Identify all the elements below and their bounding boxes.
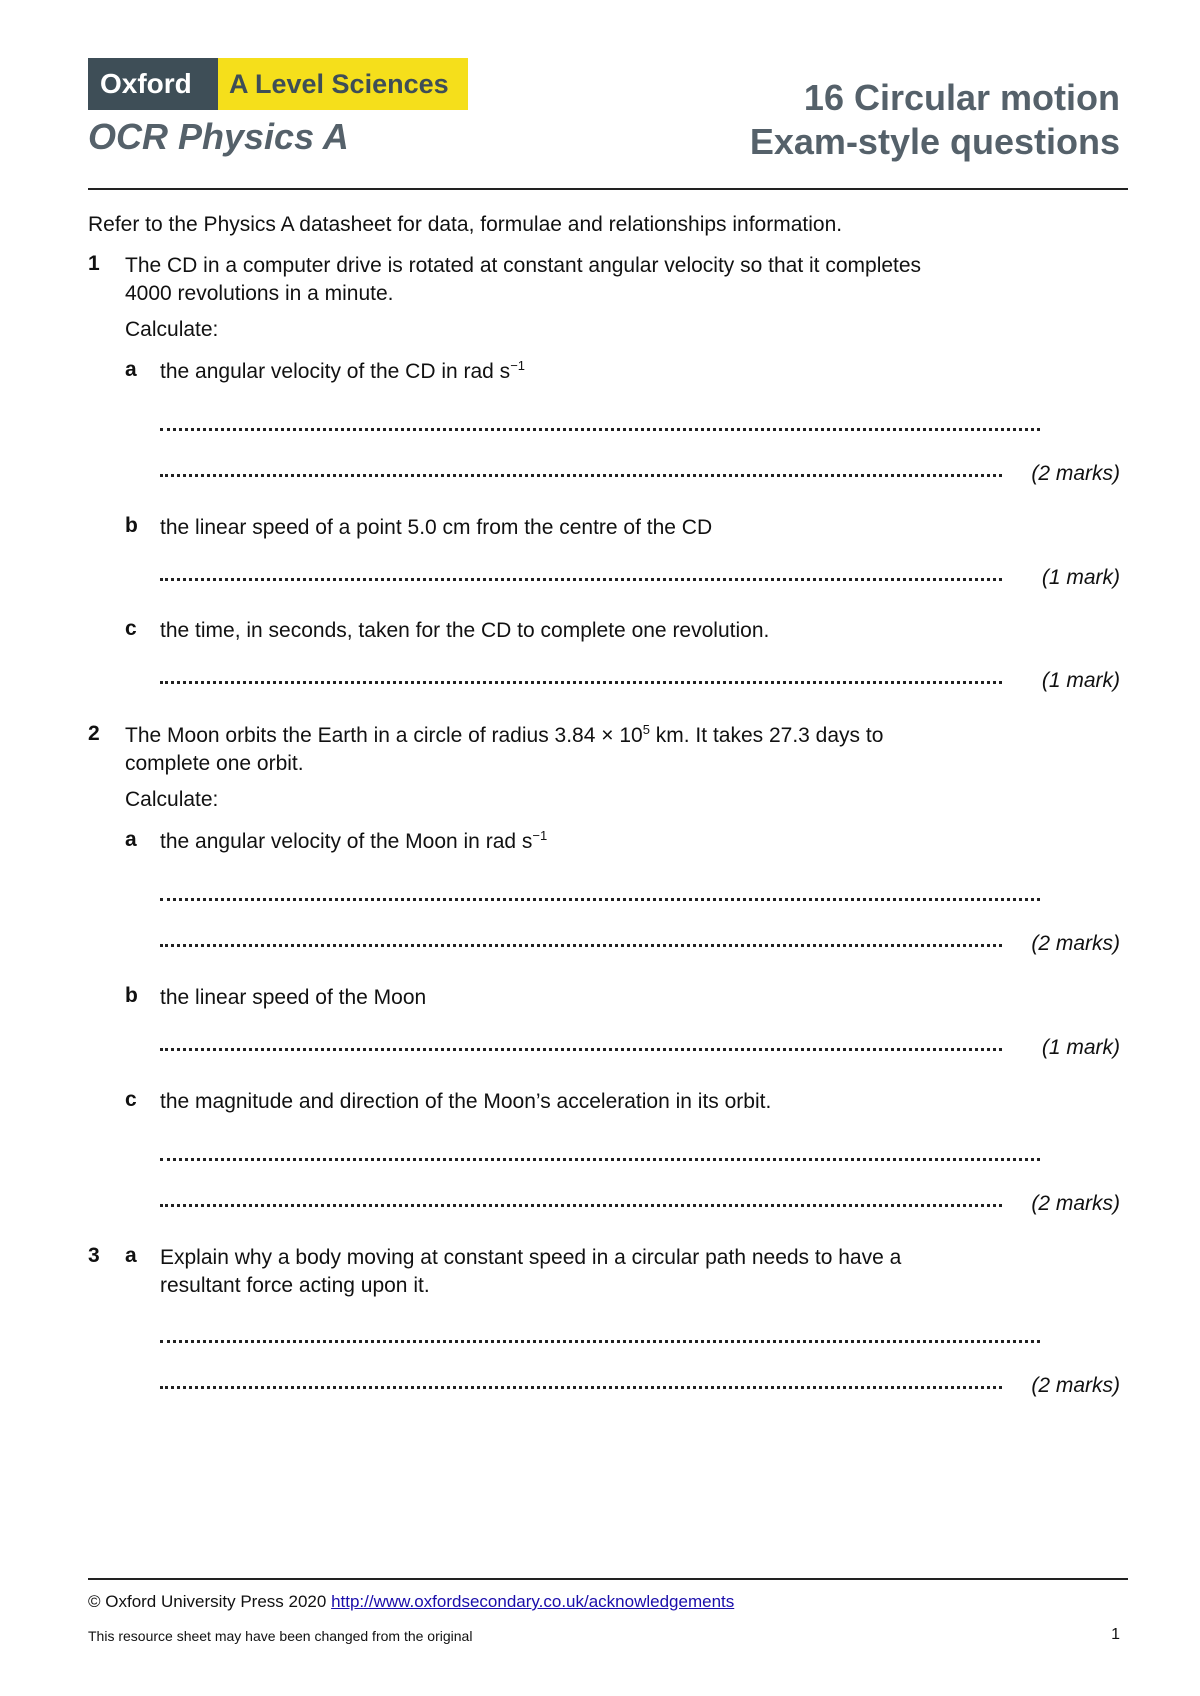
q1a-label: a (125, 358, 137, 381)
q1b-text: the linear speed of a point 5.0 cm from the centre of the CD (160, 516, 713, 539)
q1b-answer-line[interactable] (160, 578, 1002, 581)
q1b-label: b (125, 514, 138, 537)
changed-notice: This resource sheet may have been changed from the original (88, 1628, 473, 1644)
q2a-text: the angular velocity of the Moon in rad $s^{-1}$ (160, 828, 548, 853)
q2c-text: the magnitude and direction of the Moon’s acceleration in its orbit. (160, 1090, 772, 1113)
question-1-calculate: Calculate: (125, 318, 219, 341)
q3a-answer-line-2[interactable] (160, 1386, 1002, 1389)
doc-type: Exam-style questions (749, 121, 1120, 162)
question-2-calculate: Calculate: (125, 788, 219, 811)
q1a-answer-line-2[interactable] (160, 474, 1002, 477)
q1a-marks: (2 marks) (1031, 462, 1120, 485)
q3a-marks: (2 marks) (1031, 1374, 1120, 1397)
q1a-answer-line-1[interactable] (160, 428, 1040, 431)
page-number: 1 (1111, 1626, 1120, 1643)
question-2-number: 2 (88, 722, 100, 745)
q3a-label: a (125, 1244, 137, 1267)
q2b-text: the linear speed of the Moon (160, 986, 427, 1009)
oxford-logo (88, 58, 468, 110)
q1b-marks: (1 mark) (1041, 566, 1120, 589)
question-1-number: 1 (88, 252, 100, 275)
intro-text: Refer to the Physics A datasheet for data, formulae and relationships information. (88, 213, 843, 236)
question-3-number: 3 (88, 1244, 100, 1267)
q3a-answer-line-1[interactable] (160, 1340, 1040, 1343)
logo-oxford-text: Oxford (88, 58, 218, 110)
q1c-answer-line[interactable] (160, 681, 1002, 684)
q1c-text: the time, in seconds, taken for the CD to complete one revolution. (160, 619, 770, 642)
logo-series-text: A Level Sciences (218, 58, 468, 110)
q2c-answer-line-1[interactable] (160, 1158, 1040, 1161)
q1c-label: c (125, 617, 137, 640)
q1c-marks: (1 mark) (1041, 669, 1120, 692)
q2c-marks: (2 marks) (1031, 1192, 1120, 1215)
footer-divider (88, 1578, 1128, 1580)
q2c-label: c (125, 1088, 137, 1111)
acknowledgements-link[interactable]: http://www.oxfordsecondary.co.uk/acknowledgements (331, 1592, 735, 1611)
chapter-title: 16 Circular motion (803, 77, 1120, 118)
question-1-text: The CD in a computer drive is rotated at constant angular velocity so that it completes 4000 revolutions in a minute. (125, 254, 922, 305)
q1a-text: the angular velocity of the CD in rad $s^{-1}$ (160, 358, 526, 383)
copyright-notice (88, 1592, 734, 1612)
q2a-answer-line-1[interactable] (160, 898, 1040, 901)
copyright-text: © Oxford University Press 2020 (88, 1592, 327, 1611)
q2b-marks: (1 mark) (1041, 1036, 1120, 1059)
q2a-marks: (2 marks) (1031, 932, 1120, 955)
q2a-label: a (125, 828, 137, 851)
chapter-heading (750, 76, 1120, 164)
q2c-answer-line-2[interactable] (160, 1204, 1002, 1207)
subject-title: OCR Physics A (88, 116, 349, 157)
question-2-text: The Moon orbits the Earth in a circle of radius $3.84 \times 10^5$ km. It takes 27.3 days to complete one orbit. (125, 722, 884, 775)
q2a-answer-line-2[interactable] (160, 944, 1002, 947)
q2b-label: b (125, 984, 138, 1007)
header-divider (88, 188, 1128, 190)
q3a-text: Explain why a body moving at constant speed in a circular path needs to have a resultant force acting upon it. (160, 1246, 902, 1297)
q2b-answer-line[interactable] (160, 1048, 1002, 1051)
